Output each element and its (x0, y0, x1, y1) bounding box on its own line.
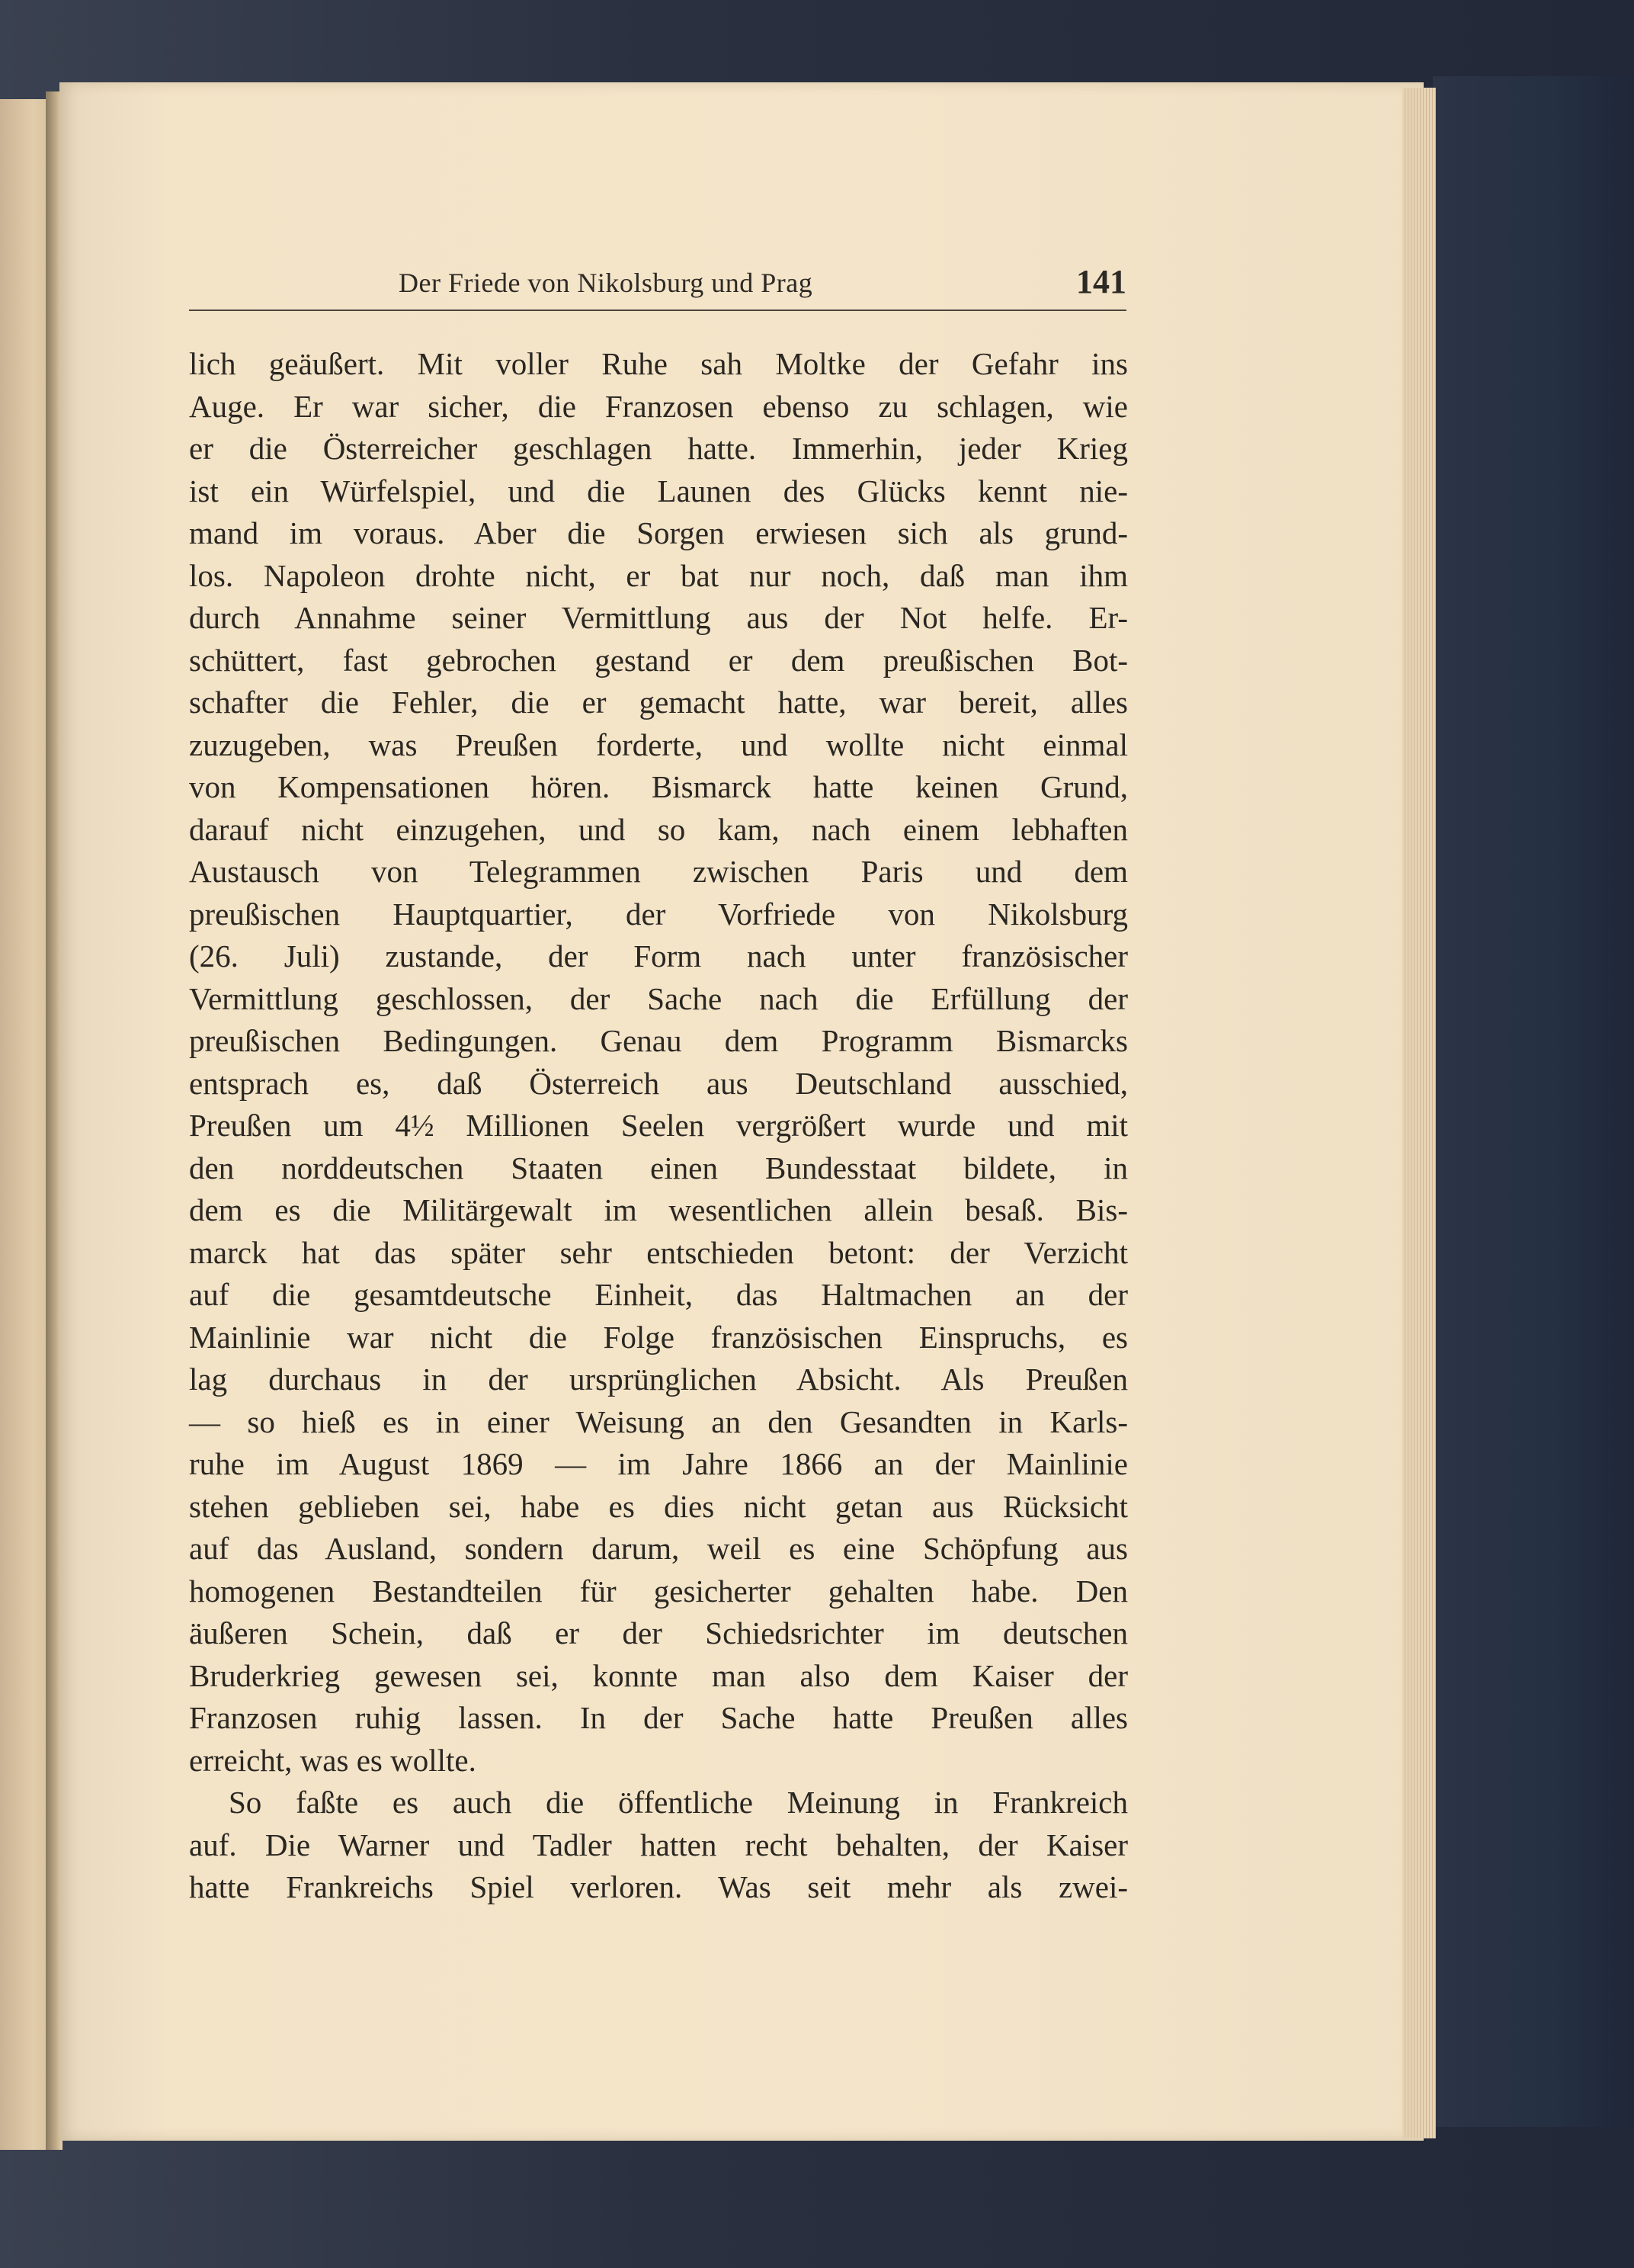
text-line: von Kompensationen hören. Bismarck hatte keinen Grund, (189, 769, 1128, 804)
body-text (189, 343, 1128, 1909)
text-line: (26. Juli) zustande, der Form nach unter französischer (189, 938, 1128, 974)
text-line: mand im voraus. Aber die Sorgen erwiesen sich als grund- (189, 515, 1128, 550)
text-line: entsprach es, daß Österreich aus Deutschland ausschied, (189, 1065, 1128, 1101)
text-line: lag durchaus in der ursprünglichen Absicht. Als Preußen (189, 1362, 1128, 1397)
text-line: Vermittlung geschlossen, der Sache nach die Erfüllung der (189, 980, 1128, 1016)
text-line: dem es die Militärgewalt im wesentlichen allein besaß. Bis- (189, 1192, 1128, 1227)
text-line: den norddeutschen Staaten einen Bundesstaat bildete, in (189, 1150, 1128, 1185)
text-line: er die Österreicher geschlagen hatte. Immerhin, jeder Krieg (189, 431, 1128, 466)
text-line: auf das Ausland, sondern darum, weil es eine Schöpfung aus (189, 1531, 1128, 1566)
paragraph (189, 1782, 1128, 1909)
text-line: Bruderkrieg gewesen sei, konnte man also dem Kaiser der (189, 1657, 1128, 1693)
text-line: marck hat das später sehr entschieden betont: der Verzicht (189, 1234, 1128, 1270)
page-number: 141 (1076, 263, 1126, 300)
text-line: preußischen Hauptquartier, der Vorfriede von Nikolsburg (189, 896, 1128, 932)
text-line: Auge. Er war sicher, die Franzosen ebenso zu schlagen, wie (189, 388, 1128, 424)
text-line: preußischen Bedingungen. Genau dem Programm Bismarcks (189, 1023, 1128, 1058)
book-cover-right-edge (1433, 76, 1634, 2127)
text-line: So faßte es auch die öffentliche Meinung in Frankreich (229, 1785, 1128, 1820)
text-line: Franzosen ruhig lassen. In der Sache hatte Preußen alles (189, 1700, 1128, 1735)
text-line: äußeren Schein, daß er der Schiedsrichter im deutschen (189, 1615, 1128, 1650)
text-line: durch Annahme seiner Vermittlung aus der Not helfe. Er- (189, 600, 1128, 635)
text-line: auf die gesamtdeutsche Einheit, das Haltmachen an der (189, 1277, 1128, 1312)
text-line: ruhe im August 1869 — im Jahre 1866 an der Mainlinie (189, 1446, 1128, 1481)
text-line: erreicht, was es wollte. (189, 1742, 476, 1778)
text-line: hatte Frankreichs Spiel verloren. Was seit mehr als zwei- (189, 1869, 1128, 1904)
text-line: schafter die Fehler, die er gemacht hatte, war bereit, alles (189, 685, 1128, 720)
text-line: ist ein Würfelspiel, und die Launen des Glücks kennt nie- (189, 473, 1128, 508)
text-line: auf. Die Warner und Tadler hatten recht behalten, der Kaiser (189, 1827, 1128, 1862)
text-line: Preußen um 4½ Millionen Seelen vergrößert wurde und mit (189, 1108, 1128, 1143)
text-line: lich geäußert. Mit voller Ruhe sah Moltke der Gefahr ins (189, 346, 1128, 381)
text-line: homogenen Bestandteilen für gesicherter gehalten habe. Den (189, 1573, 1128, 1609)
text-line: — so hieß es in einer Weisung an den Gesandten in Karls- (189, 1403, 1128, 1439)
text-line: stehen geblieben sei, habe es dies nicht getan aus Rücksicht (189, 1488, 1128, 1524)
text-line: Austausch von Telegrammen zwischen Paris und dem (189, 854, 1128, 889)
header-rule (189, 310, 1126, 311)
text-line: los. Napoleon drohte nicht, er bat nur noch, daß man ihm (189, 557, 1128, 593)
running-title: Der Friede von Nikolsburg und Prag (399, 268, 813, 298)
page-stack-edges (1402, 88, 1436, 2138)
text-line: zuzugeben, was Preußen forderte, und wollte nicht einmal (189, 727, 1128, 762)
paragraph (189, 343, 1128, 1782)
text-line: Mainlinie war nicht die Folge französischen Einspruchs, es (189, 1319, 1128, 1355)
text-line: schüttert, fast gebrochen gestand er dem preußischen Bot- (189, 642, 1128, 678)
text-line: darauf nicht einzugehen, und so kam, nach einem lebhaften (189, 811, 1128, 847)
page-header (189, 263, 1126, 313)
